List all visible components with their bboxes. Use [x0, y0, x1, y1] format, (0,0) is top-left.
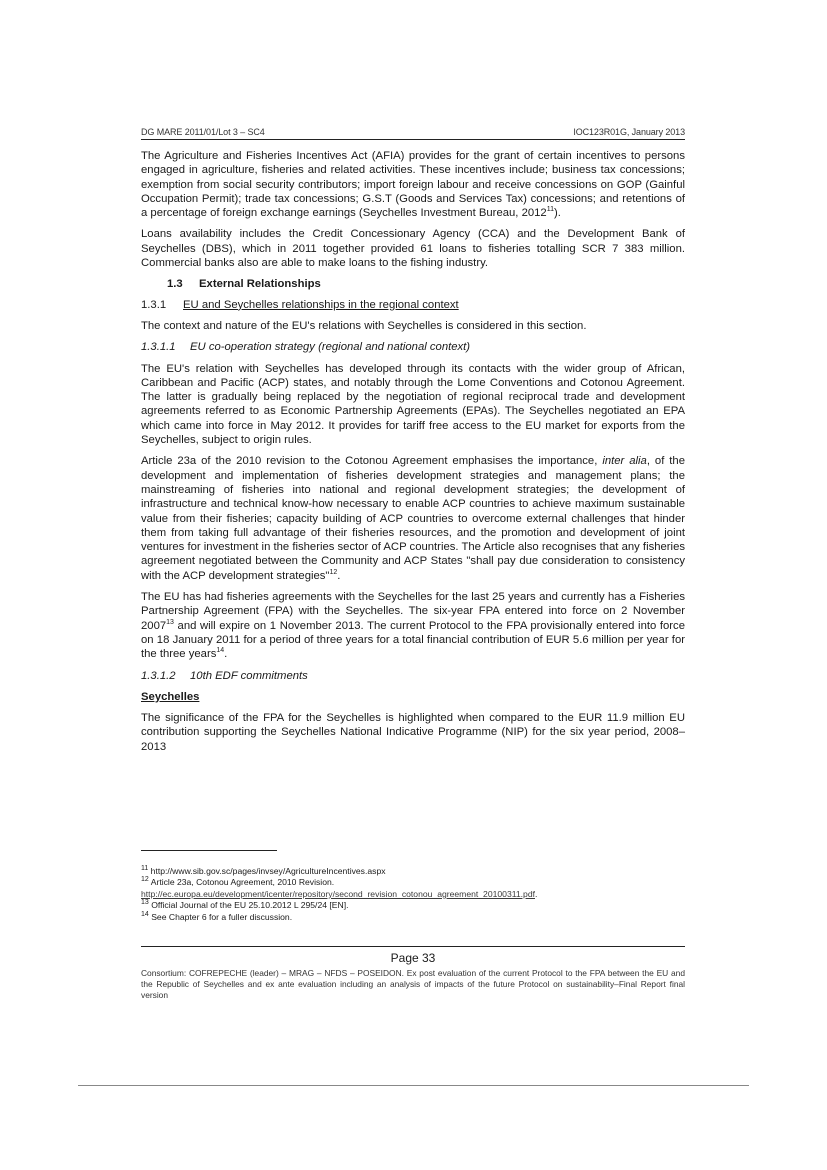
subsubsection-title: 10th EDF commitments	[190, 669, 308, 682]
section-heading	[141, 277, 685, 291]
footnote-text: Article 23a, Cotonou Agreement, 2010 Revision.	[150, 877, 335, 888]
footnote-ref[interactable]: 13	[166, 618, 174, 626]
paragraph: The context and nature of the EU's relations with Seychelles is considered in this section.	[141, 319, 587, 332]
footnote-item	[141, 912, 685, 923]
subsection-title: EU and Seychelles relationships in the regional context	[183, 298, 459, 311]
footnote-ref[interactable]: 11	[546, 206, 554, 214]
footer-divider	[141, 946, 685, 947]
footnote-number: 13	[141, 899, 149, 907]
country-subheading: Seychelles	[141, 690, 200, 703]
footnote-item	[141, 866, 685, 877]
page-header	[141, 127, 685, 140]
footnote-number: 12	[141, 876, 149, 884]
footnote-number: 14	[141, 910, 149, 918]
footnote-text: Official Journal of the EU 25.10.2012 L 295/24 [EN].	[151, 900, 349, 911]
paragraph: Loans availability includes the Credit Concessionary Agency (CCA) and the Development Bank of Seychelles (DBS), which in 2011 together provided 61 loans to fisheries totalling SCR 7 383 million. Commercial banks also are able to make loans to the fishing industry.	[141, 228, 685, 270]
subsubsection-title: EU co-operation strategy (regional and national context)	[190, 341, 471, 354]
paragraph: The significance of the FPA for the Seychelles is highlighted when compared to the EUR 11.9 million EU contribution supporting the Seychelles National Indicative Programme (NIP) for the six year period, 2008–2013	[141, 712, 685, 753]
page-number: Page 33	[390, 951, 436, 965]
subsubsection-number: 1.3.1.2	[141, 669, 176, 682]
paragraph: Article 23a of the 2010 revision to the Cotonou Agreement emphasises the importance, inter alia, of the development and implementation of fisheries development strategies and management plans; the mainstreaming of fisheries into national and regional development strategies; the development of infrastructure and technical know-how necessary to enable ACP countries to achieve maximum sustainable value from their fisheries; capacity building of ACP countries to overcome external challenges that hinder them from taking full advantage of their fisheries resources, and the promotion and development of joint ventures for investment in the fisheries sector of ACP countries. The Article also recognises that any fisheries agreement negotiated between the Community and ACP States "shall pay due consideration to consistency with the ACP development strategies"$^{12}$.	[141, 455, 686, 582]
paragraph: The EU has had fisheries agreements with the Seychelles for the last 25 years and currently has a Fisheries Partnership Agreement (FPA) with the Seychelles. The six-year FPA entered into force on 2 November 2007$^{13}$ and will expire on 1 November 2013. The current Protocol to the FPA provisionally entered into force on 18 January 2011 for a period of three years for a total financial contribution of EUR 5.6 million per year for the three years$^{14}$.	[141, 591, 685, 661]
footnote-link[interactable]: http://ec.europa.eu/development/icenter/repository/second_revision_cotonou_agreement_20100311.pdf	[141, 888, 535, 899]
footnote-item: $^{12}$ Article 23a, Cotonou Agreement, 2010 Revision. http://ec.europa.eu/development/icenter/repository/second_revision_cotonou_agreement_20100311.pdf.	[141, 876, 538, 899]
body-content	[141, 149, 685, 761]
footnote-divider	[141, 850, 277, 851]
subsubsection-number: 1.3.1.1	[141, 341, 176, 354]
paragraph: The Agriculture and Fisheries Incentives Act (AFIA) provides for the grant of certain incentives to persons engaged in agriculture, fisheries and related activities. These incentives include; business tax concessions; exemption from social security contributors; import foreign labour and receive concessions on GOP (Gainful Occupation Permit); trade tax concessions; G.S.T (Goods and Services Tax) concessions; and retentions of a percentage of foreign exchange earnings (Seychelles Investment Bureau, 2012$^{11}$).	[141, 150, 685, 220]
footnote-item	[141, 900, 685, 911]
subsection-heading	[141, 298, 685, 312]
header-left: DG MARE 2011/01/Lot 3 – SC4	[141, 127, 265, 137]
footer-text: Consortium: COFREPECHE (leader) – MRAG – NFDS – POSEIDON. Ex post evaluation of the current Protocol to the FPA between the EU and the Republic of Seychelles and ex ante evaluation including an analysis of impacts of the future Protocol on sustainability–Final Report final version	[141, 968, 685, 1000]
page-bottom-divider	[78, 1085, 749, 1086]
footnote-text: http://www.sib.gov.sc/pages/invsey/AgricultureIncentives.aspx	[150, 866, 386, 876]
subsubsection-heading	[141, 340, 685, 354]
section-number: 1.3	[167, 278, 183, 291]
paragraph: The EU's relation with Seychelles has developed through its contacts with the wider group of African, Caribbean and Pacific (ACP) states, and notably through the Lome Conventions and Cotonou Agreement. The latter is gradually being replaced by the negotiation of regional reciprocal trade and development agreements referred to as Economic Partnership Agreements (EPAs). The Seychelles negotiated an EPA which came into force in May 2012. It provides for tariff free access to the EU market for exports from the Seychelles, subject to origin rules.	[141, 362, 685, 447]
footnote-ref[interactable]: 14	[216, 647, 225, 655]
footnote-text: See Chapter 6 for a fuller discussion.	[151, 911, 293, 922]
section-title: External Relationships	[199, 278, 321, 291]
subsection-number: 1.3.1	[141, 298, 167, 311]
header-right: IOC123R01G, January 2013	[573, 127, 685, 137]
footnote-number: 11	[141, 865, 149, 873]
subsubsection-heading	[141, 669, 685, 683]
footnotes	[141, 866, 685, 923]
footnote-ref[interactable]: 12	[329, 568, 338, 576]
